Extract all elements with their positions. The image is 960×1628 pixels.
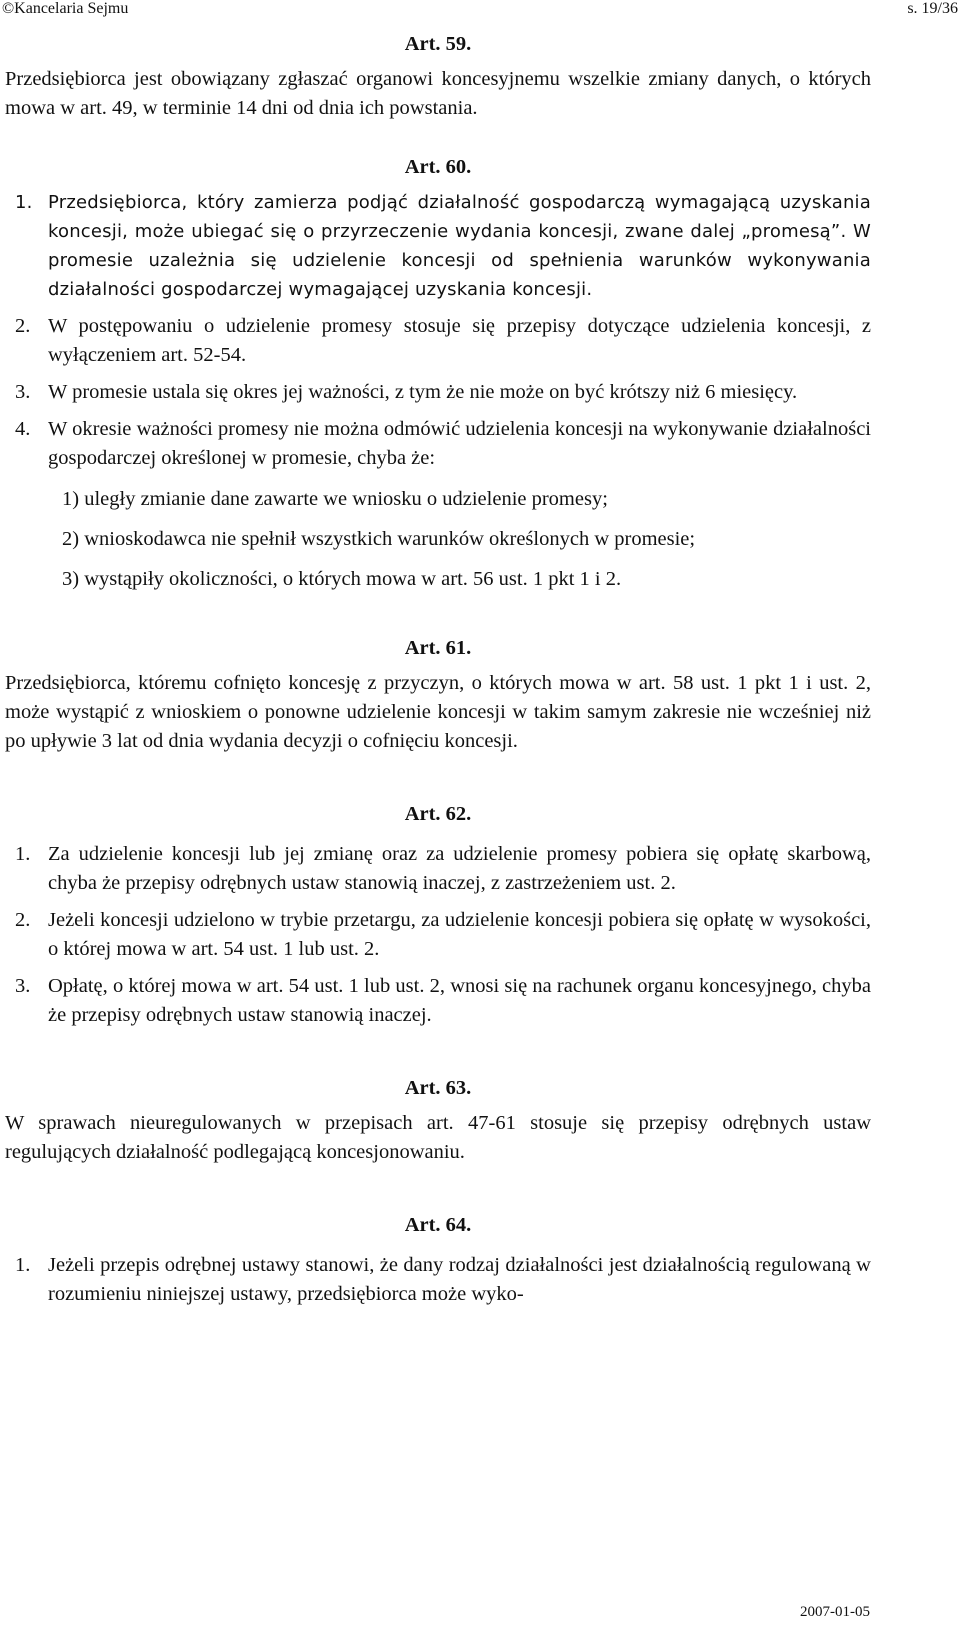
paragraph-item bbox=[5, 188, 871, 304]
document-body bbox=[5, 30, 871, 1309]
sub-item: 3) wystąpiły okoliczności, o których mowa w art. 56 ust. 1 pkt 1 i 2. bbox=[62, 568, 622, 590]
copyright-label: ©Kancelaria Sejmu bbox=[2, 0, 129, 17]
article-title: Art. 60. bbox=[404, 156, 472, 178]
article-text: Przedsiębiorca, któremu cofnięto koncesję z przyczyn, o których mowa w art. 58 ust. 1 pkt 1 i ust. 2, może wystąpić z wnioskiem o ponowne udzielenie koncesji w takim samym zakresie nie wcześniej niż po upływie 3 lat od dnia wydania decyzji o cofnięciu koncesji. bbox=[5, 672, 871, 752]
paragraph-text: Za udzielenie koncesji lub jej zmianę oraz za udzielenie promesy pobiera się opłatę skarbową, chyba że przepisy odrębnych ustaw stanowią inaczej, z zastrzeżeniem ust. 2. bbox=[48, 843, 871, 894]
sub-item: 1) uległy zmianie dane zawarte we wniosku o udzielenie promesy; bbox=[62, 488, 608, 510]
article-60 bbox=[5, 153, 871, 594]
paragraph-number: 2. bbox=[15, 909, 31, 931]
paragraph-number: 4. bbox=[15, 418, 31, 440]
page-header bbox=[0, 0, 960, 24]
article-59 bbox=[5, 30, 871, 123]
paragraph-text: Jeżeli przepis odrębnej ustawy stanowi, że dany rodzaj działalności jest działalnością regulowaną w rozumieniu niniejszej ustawy, przedsiębiorca może wyko- bbox=[48, 1254, 871, 1305]
paragraph-number: 3. bbox=[15, 975, 31, 997]
paragraph-item bbox=[5, 312, 871, 370]
paragraph-text: W okresie ważności promesy nie można odmówić udzielenia koncesji na wykonywanie działalności gospodarczej określonej w promesie, chyba że: bbox=[48, 418, 871, 469]
page-footer-date: 2007-01-05 bbox=[800, 1604, 870, 1620]
paragraph-text: Jeżeli koncesji udzielono w trybie przetargu, za udzielenie koncesji pobiera się opłatę w wysokości, o której mowa w art. 54 ust. 1 lub ust. 2. bbox=[48, 909, 871, 960]
article-text: W sprawach nieuregulowanych w przepisach art. 47-61 stosuje się przepisy odrębnych ustaw regulujących działalność podlegającą koncesjonowaniu. bbox=[5, 1112, 871, 1163]
paragraph-number: 1. bbox=[15, 843, 31, 865]
paragraph-item bbox=[5, 906, 871, 964]
article-title: Art. 63. bbox=[404, 1077, 472, 1099]
article-title: Art. 59. bbox=[404, 33, 472, 55]
paragraph-text: W promesie ustala się okres jej ważności, z tym że nie może on być krótszy niż 6 miesięcy. bbox=[48, 381, 798, 403]
paragraph-text: Opłatę, o której mowa w art. 54 ust. 1 lub ust. 2, wnosi się na rachunek organu koncesyjnego, chyba że przepisy odrębnych ustaw stanowią inaczej. bbox=[48, 975, 871, 1026]
paragraph-text: Przedsiębiorca, który zamierza podjąć działalność gospodarczą wymagającą uzyskania koncesji, może ubiegać się o przyrzeczenie wydania koncesji, zwane dalej „promesą”. W promesie uzależnia się udzielenie koncesji od spełnienia warunków wykonywania działalności gospodarczej wymagającej uzyskania koncesji. bbox=[48, 192, 871, 300]
paragraph-text: W postępowaniu o udzielenie promesy stosuje się przepisy dotyczące udzielenia koncesji, z wyłączeniem art. 52-54. bbox=[48, 315, 871, 366]
paragraph-number: 1. bbox=[15, 192, 33, 213]
article-61 bbox=[5, 634, 871, 756]
paragraph-item bbox=[5, 972, 871, 1030]
article-63 bbox=[5, 1074, 871, 1167]
paragraph-number: 3. bbox=[15, 381, 31, 403]
paragraph-item bbox=[5, 840, 871, 898]
article-64 bbox=[5, 1211, 871, 1309]
article-title: Art. 61. bbox=[404, 637, 472, 659]
paragraph-number: 2. bbox=[15, 315, 31, 337]
paragraph-item bbox=[5, 415, 871, 473]
article-62 bbox=[5, 800, 871, 1030]
page-number: s. 19/36 bbox=[907, 0, 958, 17]
article-title: Art. 64. bbox=[404, 1214, 472, 1236]
paragraph-item bbox=[5, 1251, 871, 1309]
article-text: Przedsiębiorca jest obowiązany zgłaszać organowi koncesyjnemu wszelkie zmiany danych, o których mowa w art. 49, w terminie 14 dni od dnia ich powstania. bbox=[5, 68, 871, 119]
paragraph-number: 1. bbox=[15, 1254, 31, 1276]
paragraph-item bbox=[5, 378, 871, 407]
article-title: Art. 62. bbox=[404, 803, 472, 825]
sub-item: 2) wnioskodawca nie spełnił wszystkich warunków określonych w promesie; bbox=[62, 528, 696, 550]
